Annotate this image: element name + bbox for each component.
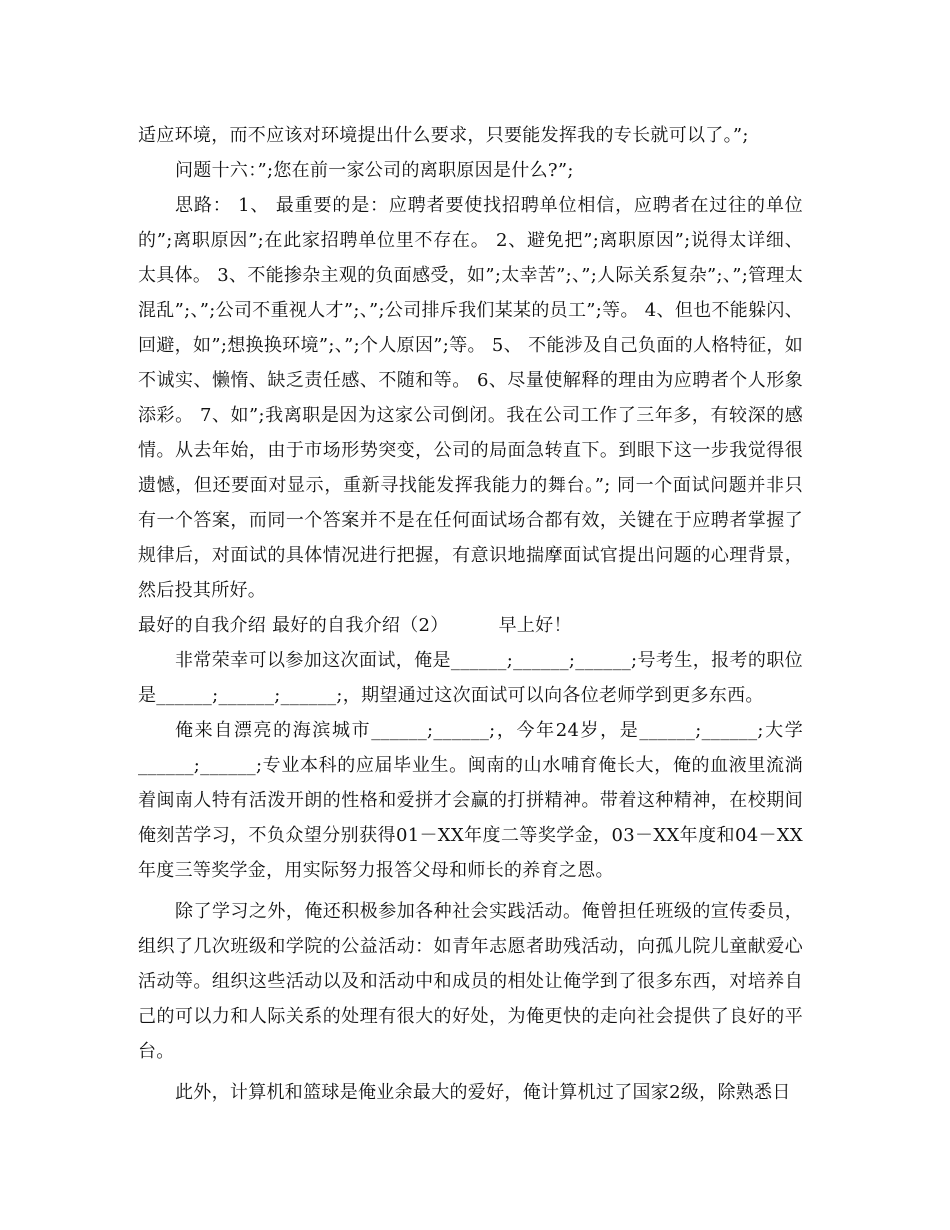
paragraph-activities: 除了学习之外，俺还积极参加各种社会实践活动。俺曾担任班级的宣传委员，组织了几次班级和学院的公益活动：如青年志愿者助残活动，向孤儿院儿童献爱心活动等。组织这些活动以及和活动中和成员的相处让俺学到了很多东西，对培养自己的可以力和人际关系的处理有很大的好处，为俺更快的走向社会提供了良好的平台。 — [138, 901, 803, 1062]
paragraph-intro: 非常荣幸可以参加这次面试，俺是______;______;______;号考生，报考的职位是______;______;______;，期望通过这次面试可以向各位老师学到更多东西。 — [138, 650, 803, 706]
paragraph-hobbies: 此外，计算机和篮球是俺业余最大的爱好，俺计算机过了国家2级，除熟悉日 — [175, 1082, 791, 1103]
paragraph-background: 俺来自漂亮的海滨城市______;______;，今年24岁，是______;______;大学______;______;专业本科的应届毕业生。闽南的山水哺育俺长大，俺的血液里流淌着闽南人特有活泼开朗的性格和爱拼才会赢的打拼精神。带着这种精神，在校期间俺刻苦学习，不负众望分别获得01－XX年度二等奖学金，03－XX年度和04－XX年度三等奖学金，用实际努力报答父母和师长的养育之恩。 — [138, 720, 803, 881]
paragraph-1: 适应环境，而不应该对环境提出什么要求，只要能发挥我的专长就可以了。”; — [138, 125, 749, 146]
paragraph-question-16: 问题十六：”;您在前一家公司的离职原因是什么?”; — [175, 160, 574, 181]
document-body — [138, 118, 803, 1110]
paragraph-approach: 思路： 1、 最重要的是：应聘者要使找招聘单位相信，应聘者在过往的单位的”;离职原因”;在此家招聘单位里不存在。 2、避免把”;离职原因”;说得太详细、太具体。 3、不能掺杂主观的负面感受，如”;太幸苦”;、”;人际关系复杂”;、”;管理太混乱”;、”;公司不重视人才”;、”;公司排斥我们某某的员工”;等。 4、但也不能躲闪、回避，如”;想换换环境”;、”;个人原因”;等。 5、 不能涉及自己负面的人格特征，如不诚实、懒惰、缺乏责任感、不随和等。 6、尽量使解释的理由为应聘者个人形象添彩。 7、如”;我离职是因为这家公司倒闭。我在公司工作了三年多，有较深的感情。从去年始，由于市场形势突变，公司的局面急转直下。到眼下这一步我觉得很遗憾，但还要面对显示，重新寻找能发挥我能力的舞台。”; 同一个面试问题并非只有一个答案，而同一个答案并不是在任何面试场合都有效，关键在于应聘者掌握了规律后，对面试的具体情况进行把握，有意识地揣摩面试官提出问题的心理背景，然后投其所好。 — [138, 195, 803, 601]
greeting-text: 早上好！ — [498, 615, 572, 636]
section-title: 最好的自我介绍 最好的自我介绍（2） — [138, 615, 449, 636]
section-heading — [138, 608, 803, 643]
